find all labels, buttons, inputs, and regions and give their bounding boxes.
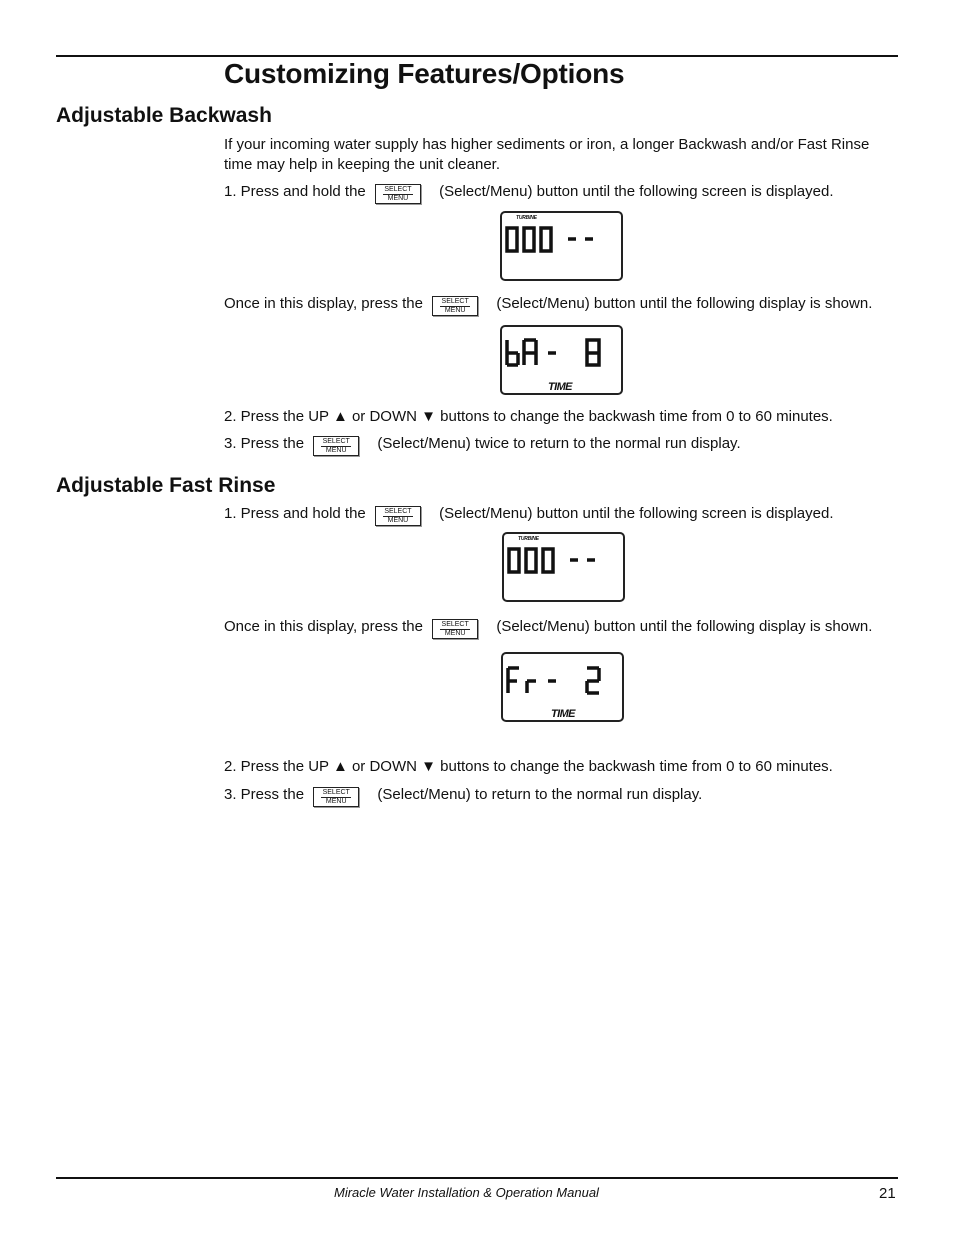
lcd-turbine-label: TURBINE bbox=[516, 215, 537, 221]
lcd-digits-turbine-000 bbox=[504, 534, 623, 600]
select-menu-button-icon: SELECT MENU bbox=[375, 184, 421, 204]
select-menu-button-icon: SELECT MENU bbox=[432, 619, 478, 639]
lcd-display-turbine bbox=[500, 211, 623, 281]
lcd-time-label: TIME bbox=[548, 381, 572, 393]
fast-rinse-step-3: 3. Press the SELECT MENU (Select/Menu) to return to the normal run display. bbox=[224, 786, 703, 805]
lcd-display-backwash bbox=[500, 325, 623, 395]
lcd-display-turbine-2 bbox=[502, 532, 625, 602]
backwash-step-1: 1. Press and hold the SELECT MENU (Select/Menu) button until the following screen is displayed. bbox=[224, 183, 834, 202]
top-rule bbox=[56, 55, 898, 57]
backwash-once-instruction: Once in this display, press the SELECT MENU (Select/Menu) button until the following display is shown. bbox=[224, 295, 873, 314]
select-menu-button-icon: SELECT MENU bbox=[313, 436, 359, 456]
lcd-turbine-label: TURBINE bbox=[518, 536, 539, 542]
lcd-time-label: TIME bbox=[551, 708, 575, 720]
footer-rule bbox=[56, 1177, 898, 1179]
lcd-display-fast-rinse bbox=[501, 652, 624, 722]
fast-rinse-step-2: 2. Press the UP ▲ or DOWN ▼ buttons to change the backwash time from 0 to 60 minutes. bbox=[224, 758, 833, 775]
select-menu-button-icon: SELECT MENU bbox=[432, 296, 478, 316]
backwash-step-3: 3. Press the SELECT MENU (Select/Menu) twice to return to the normal run display. bbox=[224, 435, 741, 454]
lcd-digits-turbine-000 bbox=[502, 213, 621, 279]
page-title: Customizing Features/Options bbox=[224, 58, 625, 89]
footer-manual-title: Miracle Water Installation & Operation Manual bbox=[334, 1185, 599, 1200]
section-heading-backwash: Adjustable Backwash bbox=[56, 104, 272, 127]
select-menu-button-icon: SELECT MENU bbox=[375, 506, 421, 526]
backwash-intro: If your incoming water supply has higher sediments or iron, a longer Backwash and/or Fast Rinse time may help in keeping the unit cleaner. bbox=[224, 136, 870, 173]
fast-rinse-step-1: 1. Press and hold the SELECT MENU (Select/Menu) button until the following screen is displayed. bbox=[224, 505, 834, 524]
fast-rinse-once-instruction: Once in this display, press the SELECT MENU (Select/Menu) button until the following display is shown. bbox=[224, 618, 873, 637]
page-number: 21 bbox=[879, 1185, 896, 1202]
section-heading-fast-rinse: Adjustable Fast Rinse bbox=[56, 474, 276, 497]
backwash-step-2: 2. Press the UP ▲ or DOWN ▼ buttons to change the backwash time from 0 to 60 minutes. bbox=[224, 408, 833, 425]
select-menu-button-icon: SELECT MENU bbox=[313, 787, 359, 807]
